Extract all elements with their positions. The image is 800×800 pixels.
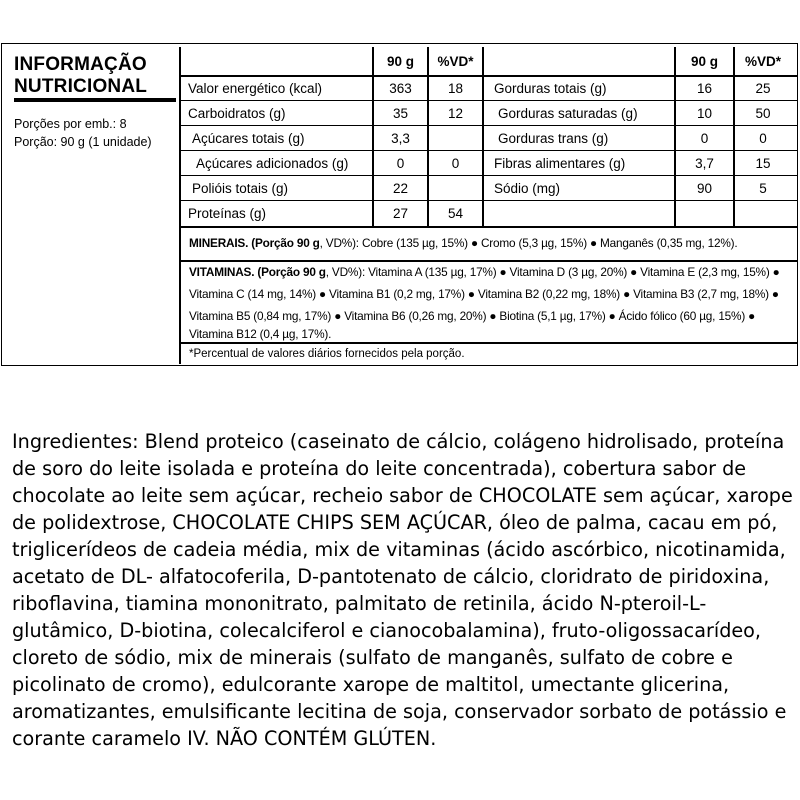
row-sodium-vd: 5 [759,181,767,196]
row-fiber-vd: 15 [755,156,771,171]
row-added-sugars-vd: 0 [451,156,460,171]
table-bottom-rule [179,226,798,228]
row-total-fat-name: Gorduras totais (g) [494,81,607,96]
row-energy-amount: 363 [389,81,412,96]
row-carbs-vd: 12 [447,106,464,121]
row-fiber-name: Fibras alimentares (g) [494,156,626,171]
row-energy-vd: 18 [447,81,464,96]
vitamins-line-2: Vitamina C (14 mg, 14%) ● Vitamina B1 (0,2 mg, 17%) ● Vitamina B2 (0,22 mg, 18%) ● Vitamina B3 (2,7 mg, 18%) ● [189,287,779,301]
row-trans-fat-vd: 0 [759,131,767,146]
row-saturated-fat-name: Gorduras saturadas (g) [498,106,638,121]
row-total-fat-amount: 16 [696,81,713,96]
row-polyols-name: Polióis totais (g) [192,181,289,196]
title-line-2: NUTRICIONAL [14,76,148,97]
header-vd-left: %VD* [437,54,474,69]
row-protein-amount: 27 [392,206,409,221]
footnote: *Percentual de valores diários fornecidos pela porção. [189,348,465,360]
vitamins-line-3: Vitamina B5 (0,84 mg, 17%) ● Vitamina B6 (0,26 mg, 20%) ● Biotina (5,1 µg, 17%) ● Ácido fólico (60 µg, 15%) ● [189,309,756,323]
row-added-sugars-name: Açúcares adicionados (g) [196,156,349,171]
vitamins-heading: VITAMINAS. (Porção 90 g [189,265,326,279]
row-fiber-amount: 3,7 [695,156,714,171]
row-total-sugars-name: Açúcares totais (g) [192,131,305,146]
serving-size: Porção: 90 g (1 unidade) [14,135,152,149]
title-line-1: INFORMAÇÃO [14,54,147,75]
row-saturated-fat-vd: 50 [755,106,771,121]
vitamins-line-4: Vitamina B12 (0,4 µg, 17%). [189,327,332,341]
row-carbs-amount: 35 [392,106,409,121]
row-sodium-name: Sódio (mg) [494,181,561,196]
row-saturated-fat-amount: 10 [696,106,713,121]
row-total-sugars-vd [429,127,482,151]
row-trans-fat-name: Gorduras trans (g) [498,131,609,146]
row-energy-name: Valor energético (kcal) [188,81,323,96]
row-polyols-amount: 22 [392,181,409,196]
row-total-fat-vd: 25 [755,81,771,96]
title-underline [14,98,176,102]
vitamins-line-1 [189,261,780,283]
vitamins-text-1: , VD%): Vitamina A (135 µg, 17%) ● Vitamina D (3 µg, 20%) ● Vitamina E (2,3 mg, 15%) ● [325,265,780,279]
row-sodium-amount: 90 [696,181,713,196]
header-amount-right: 90 g [690,54,718,69]
nutrition-facts-table [1,43,798,366]
servings-per-pack: Porções por emb.: 8 [14,117,127,131]
left-table-edge [179,47,181,364]
table-title [14,54,147,98]
minerals-text: , VD%): Cobre (135 µg, 15%) ● Cromo (5,3 µg, 15%) ● Manganês (0,35 mg, 12%). [319,236,738,250]
minerals-heading: MINERAIS. (Porção 90 g [189,236,320,250]
row-trans-fat-amount: 0 [700,131,709,146]
header-amount-left: 90 g [386,54,414,69]
header-vd-right: %VD* [744,54,781,69]
row-total-sugars-amount: 3,3 [391,131,410,146]
ingredients-text: Ingredientes: Blend proteico (caseinato de cálcio, colágeno hidrolisado, proteína de soro do leite isolada e proteína do leite concentrada), cobertura sabor de chocolate ao leite sem açúcar, recheio sabor de CHOCOLATE sem açúcar, xarope de polidextrose, CHOCOLATE CHIPS SEM AÇÚCAR, óleo de palma, cacau em pó, triglicerídeos de cadeia média, mix de vitaminas (ácido ascórbico, nicotinamida, acetato de DL- alfatocoferila, D-pantotenato de cálcio, cloridrato de piridoxina, riboflavina, tiamina mononitrato, palmitato de retinila, ácido N-pteroil-L-glutâmico, D-biotina, colecalciferol e cianocobalamina), fruto-oligossacarídeo, cloreto de sódio, mix de minerais (sulfato de manganês, sulfato de cobre e picolinato de cromo), edulcorante xarope de maltitol, umectante glicerina, aromatizantes, emulsificante lecitina de soja, conservador sorbato de potássio e corante caramelo IV. NÃO CONTÉM GLÚTEN. [12,430,793,750]
row-added-sugars-amount: 0 [396,156,405,171]
row-polyols-vd [429,177,482,201]
minerals-line [189,234,738,252]
row-protein-vd: 54 [447,206,464,221]
row-carbs-name: Carboidratos (g) [188,106,286,121]
row-protein-name: Proteínas (g) [188,206,267,221]
